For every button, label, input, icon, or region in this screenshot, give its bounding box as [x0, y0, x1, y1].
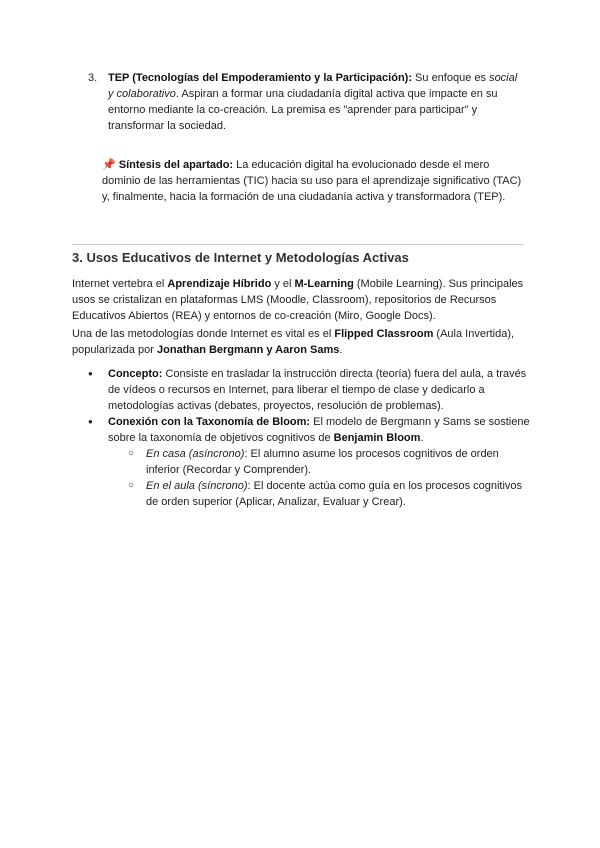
synthesis-text: La educación digital ha evolucionado desde el mero dominio de las herramientas (TIC) hacia su uso para el aprendizaje significativo (TAC) y, finalmente, hacia la formación de una ciudadanía activa y transformadora (TEP). — [102, 159, 522, 203]
sub-bullet-home: ○ En casa (asíncrono): El alumno asume los procesos cognitivos de orden inferior (Recordar y Comprender). — [108, 446, 532, 478]
paragraph-internet: Internet vertebra el Aprendizaje Híbrido y el M-Learning (Mobile Learning). Sus principales usos se cristalizan en plataformas LMS (Moodle, Classroom), repositorios de Recursos Educativos Abiertos (REA) y entornos de co-creación (Miro, Google Docs). — [72, 278, 524, 322]
list-item-body: TEP (Tecnologías del Empoderamiento y la Participación): Su enfoque es social y colaborativo. Aspiran a formar una ciudadanía digital activa que impacte en su entorno mediante la co-creación. La premisa es "aprender para participar" y transformar la sociedad. — [108, 72, 518, 132]
pushpin-icon: 📌 — [102, 159, 116, 171]
section-heading: 3. Usos Educativos de Internet y Metodologías Activas — [72, 250, 409, 265]
emphasis: social y colaborativo — [108, 72, 518, 100]
bullet-list — [72, 366, 532, 510]
bullet-bloom: ● Conexión con la Taxonomía de Bloom: El modelo de Bergmann y Sams se sostiene sobre la taxonomía de objetivos cognitivos de Benjamin Bloom. ○ En casa (asíncrono): El alumno asume los procesos cognitivos de orden inferior (Recordar y Comprender). ○ En el aula (síncrono): El docente actúa como guía en los procesos cognitivos de orden superior (Aplicar, Analizar, Evaluar y Crear). — [72, 414, 532, 510]
sub-bullet-list — [108, 446, 532, 510]
list-number: 3. — [88, 72, 98, 84]
list-item-tep — [88, 70, 520, 134]
item-title: TEP (Tecnologías del Empoderamiento y la Participación): — [108, 72, 412, 84]
synthesis-callout — [102, 157, 522, 205]
synthesis-title: Síntesis del apartado: — [118, 159, 234, 171]
sub-bullet-classroom: ○ En el aula (síncrono): El docente actúa como guía en los procesos cognitivos de orden superior (Aplicar, Analizar, Evaluar y Crear). — [108, 478, 532, 510]
horizontal-divider — [72, 244, 524, 245]
bullet-concept: ● Concepto: Consiste en trasladar la instrucción directa (teoría) fuera del aula, a través de vídeos o recursos en Internet, para liberar el tiempo de clase y dedicarlo a metodologías activas (debates, proyectos, resolución de problemas). — [72, 366, 532, 414]
paragraph-flipped: Una de las metodologías donde Internet es vital es el Flipped Classroom (Aula Invertida), popularizada por Jonathan Bergmann y Aaron Sams. — [72, 328, 515, 356]
